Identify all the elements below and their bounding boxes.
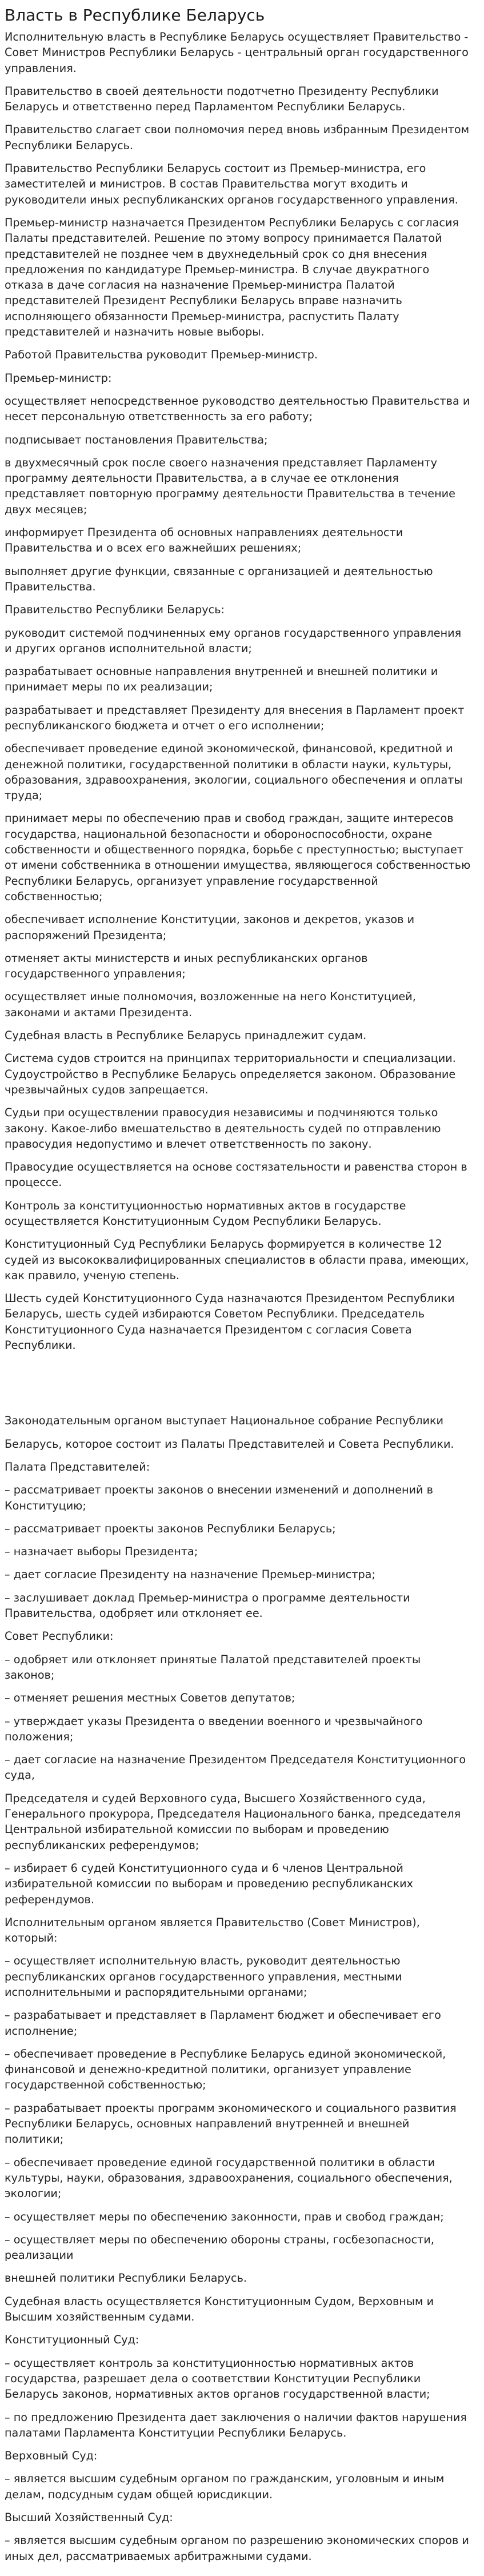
paragraph: Правительство слагает свои полномочия перед вновь избранным Президентом Республики Беларусь. [5,123,470,152]
paragraph: – одобряет или отклоняет принятые Палатой представителей проекты законов; [5,1652,421,1682]
paragraph: внешней политики Республики Беларусь. [5,2271,247,2285]
paragraph: подписывает постановления Правительства; [5,433,268,446]
paragraph: Правительство Республики Беларусь состоит из Премьер-министра, его заместителей и министров. В состав Правительства могут входить и руководители иных республиканских органов государственного управления. [5,162,458,206]
paragraph: – разрабатывает проекты программ экономического и социального развития Республики Беларусь, основных направлений внутренней и внешней политики; [5,2101,457,2146]
paragraph: Система судов строится на принципах территориальности и специализации. Судоустройство в Республике Беларусь определяется законом. Образование чрезвычайных судов запрещается. [5,1052,456,1096]
paragraph: отменяет акты министерств и иных республиканских органов государственного управления; [5,951,368,981]
paragraph: принимает меры по обеспечению прав и свобод граждан, защите интересов государства, национальной безопасности и обороноспособности, охране собственности и общественного порядка, борьбе с преступностью; выступает от имени собственника в отношении имущества, являющегося собственностью Республики Беларусь, организует управление государственной собственностью; [5,812,471,903]
paragraph: – разрабатывает и представляет в Парламент бюджет и обеспечивает его исполнение; [5,2008,441,2038]
paragraph: Правительство в своей деятельности подотчетно Президенту Республики Беларусь и ответственно перед Парламентом Республики Беларусь. [5,84,439,114]
paragraph: выполняет другие функции, связанные с организацией и деятельностью Правительства. [5,564,433,593]
paragraph: Шесть судей Конституционного Суда назначаются Президентом Республики Беларусь, шесть судей избираются Советом Республики. Председатель Конституционного Суда назначается Президентом с согласия Совета Республики. [5,1292,455,1352]
paragraph: информирует Президента об основных направлениях деятельности Правительства и о всех его важнейших решениях; [5,526,403,555]
paragraph: – осуществляет исполнительную власть, руководит деятельностью республиканских органов государственного управления, местными исполнительными и распорядительными органами; [5,1954,402,1999]
paragraph: обеспечивает исполнение Конституции, законов и декретов, указов и распоряжений Президента; [5,913,415,942]
section-spacer [5,1360,471,1413]
paragraph: обеспечивает проведение единой экономической, финансовой, кредитной и денежной политики, государственной политики в области науки, культуры, образования, здравоохранения, экологии, социального обеспечения и оплаты труда; [5,742,463,802]
paragraph: руководит системой подчиненных ему органов государственного управления и других органов исполнительной власти; [5,626,462,655]
paragraph: Высший Хозяйственный Суд: [5,2511,173,2524]
section-branches-overview [5,1413,471,2564]
paragraph: Верховный Суд: [5,2449,98,2463]
paragraph: разрабатывает и представляет Президенту для внесения в Парламент проект республиканского бюджета и отчет о его исполнении; [5,703,465,732]
paragraph: Председателя и судей Верховного суда, Высшего Хозяйственного суда, Генерального прокурора, Председателя Национального банка, председателя Центральной избирательной комиссии по выборам и проведению республиканских референдумов; [5,1791,461,1852]
paragraph: Беларусь, которое состоит из Палаты Представителей и Совета Республики. [5,1437,454,1451]
paragraph: – заслушивает доклад Премьер-министра о программе деятельности Правительства, одобряет или отклоняет ее. [5,1591,410,1620]
paragraph: Палата Представителей: [5,1460,150,1473]
paragraph: – избирает 6 судей Конституционного суда и 6 членов Центральной избирательной комиссии по выборам и проведению республиканских референдумов. [5,1861,413,1906]
paragraph: – осуществляет контроль за конституционностью нормативных актов государства, разрешает дела о соответствии Конституции Республики Беларусь законов, нормативных актов органов государственной власти; [5,2356,430,2401]
paragraph: Работой Правительства руководит Премьер-министр. [5,348,318,362]
paragraph: Правосудие осуществляется на основе состязательности и равенства сторон в процессе. [5,1160,467,1189]
paragraph: Правительство Республики Беларусь: [5,603,225,617]
paragraph: Законодательным органом выступает Национальное собрание Республики [5,1414,444,1428]
paragraph: – обеспечивает проведение в Республике Беларусь единой экономической, финансовой и денежно-кредитной политики, организует управление государственной собственностью; [5,2047,446,2092]
paragraph: – дает согласие на назначение Президентом Председателя Конституционного суда, [5,1753,466,1782]
paragraph: Судьи при осуществлении правосудия независимы и подчиняются только закону. Какое-либо вмешательство в деятельность судей по отправлению правосудия недопустимо и влечет ответственность по закону. [5,1106,441,1151]
paragraph: – является высшим судебным органом по гражданским, уголовным и иным делам, подсудным судам общей юрисдикции. [5,2472,445,2501]
section-executive-judicial [5,29,471,1353]
paragraph: Совет Республики: [5,1630,114,1643]
paragraph: Конституционный Суд: [5,2333,139,2347]
paragraph: в двухмесячный срок после своего назначения представляет Парламенту программу деятельности Правительства, а в случае ее отклонения представляет повторную программу деятельности Правительства в течение двух месяцев; [5,456,455,516]
paragraph: – отменяет решения местных Советов депутатов; [5,1691,295,1705]
paragraph: осуществляет непосредственное руководство деятельностью Правительства и несет персональную ответственность за его работу; [5,394,470,424]
paragraph: Конституционный Суд Республики Беларусь формируется в количестве 12 судей из высококвалифицированных специалистов в области права, имеющих, как правило, ученую степень. [5,1237,469,1282]
paragraph: Судебная власть в Республике Беларусь принадлежит судам. [5,1029,367,1043]
paragraph: – является высшим судебным органом по разрешению экономических споров и иных дел, рассматриваемых арбитражными судами. [5,2534,469,2563]
paragraph: осуществляет иные полномочия, возложенные на него Конституцией, законами и актами Президента. [5,990,416,1019]
paragraph: разрабатывает основные направления внутренней и внешней политики и принимает меры по их реализации; [5,665,438,694]
paragraph: Исполнительным органом является Правительство (Совет Министров), который: [5,1915,420,1945]
paragraph: – рассматривает проекты законов Республики Беларусь; [5,1521,336,1535]
paragraph: Премьер-министр: [5,371,112,385]
paragraph: – по предложению Президента дает заключения о наличии фактов нарушения палатами Парламента Конституции Республики Беларусь. [5,2410,467,2439]
page-title: Власть в Республике Беларусь [5,6,265,25]
paragraph: Контроль за конституционностью нормативных актов в государстве осуществляется Конституционным Судом Республики Беларусь. [5,1199,406,1228]
paragraph: – рассматривает проекты законов о внесении изменений и дополнений в Конституцию; [5,1483,433,1512]
paragraph: – назначает выборы Президента; [5,1545,198,1559]
paragraph: – осуществляет меры по обеспечению законности, прав и свобод граждан; [5,2210,444,2223]
paragraph: – обеспечивает проведение единой государственной политики в области культуры, науки, образования, здравоохранения, социального обеспечения, экологии; [5,2155,453,2200]
paragraph: Исполнительную власть в Республике Беларусь осуществляет Правительство - Совет Министров Республики Беларусь - центральный орган государственного управления. [5,30,469,75]
paragraph: Премьер-министр назначается Президентом Республики Беларусь с согласия Палаты представителей. Решение по этому вопросу принимается Палатой представителей не позднее чем в двухнедельный срок со дня внесения предложения по кандидатуре Премьер-министра. В случае двукратного отказа в даче согласия на назначение Премьер-министра Палатой представителей Президент Республики Беларусь вправе назначить исполняющего обязанности Премьер-министра, распустить Палату представителей и назначить новые выборы. [5,215,459,339]
paragraph: – осуществляет меры по обеспечению обороны страны, госбезопасности, реализации [5,2232,434,2262]
paragraph: – дает согласие Президенту на назначение Премьер-министра; [5,1568,375,1581]
paragraph: – утверждает указы Президента о введении военного и чрезвычайного положения; [5,1714,423,1743]
paragraph: Судебная власть осуществляется Конституционным Судом, Верховным и Высшим хозяйственным судами. [5,2294,434,2324]
